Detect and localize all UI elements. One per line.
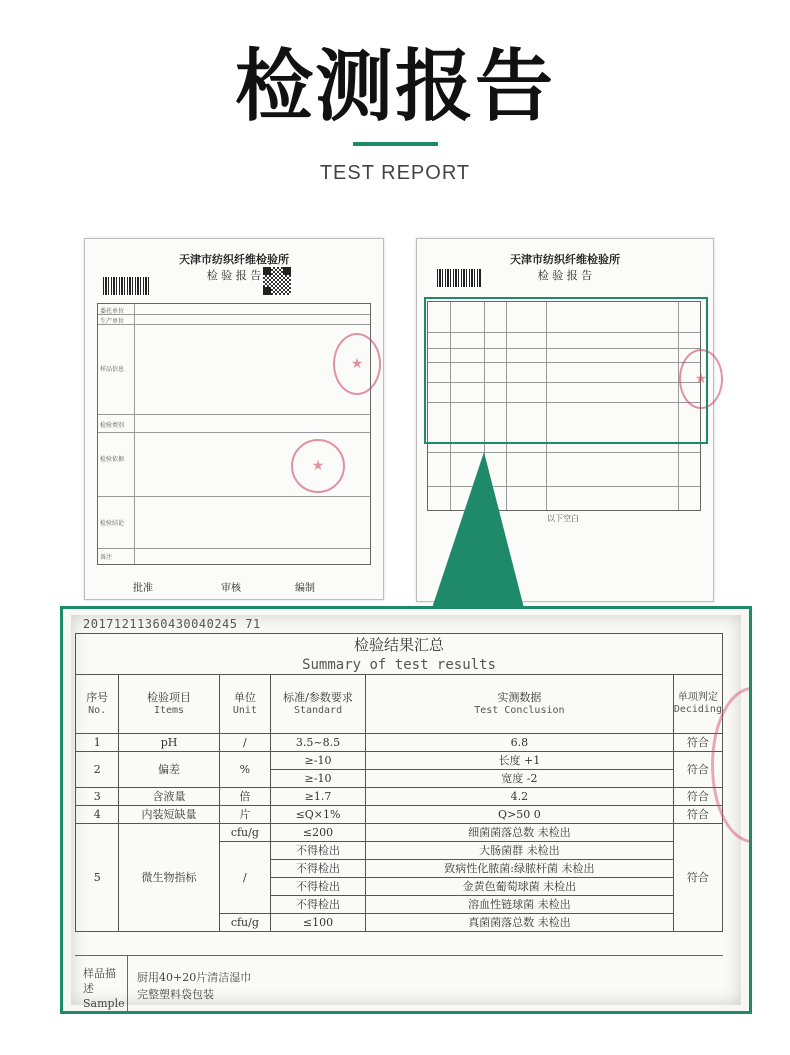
divider	[75, 955, 723, 956]
signature-auditor: 审核	[221, 583, 241, 594]
doc-title: 检 验 报 告	[537, 269, 593, 282]
table-row: 3 含液量 倍 ≥1.7 4.2 符合	[76, 788, 723, 806]
table-row: 1 pH / 3.5~8.5 6.8 符合	[76, 734, 723, 752]
table-row: 不得检出 溶血性链球菌 未检出	[76, 896, 723, 914]
zoomed-results-panel	[60, 606, 752, 1014]
signature-approver: 批准	[133, 583, 153, 594]
page-title: 检测报告	[234, 42, 555, 132]
sample-description-line: 完整塑料袋包装	[137, 988, 214, 1002]
institute-name: 天津市纺织纤维检验所	[510, 253, 620, 266]
header-conclusion: 实测数据 Test Conclusion	[365, 675, 673, 734]
table-row: ≥-10 宽度 -2	[76, 770, 723, 788]
header-items: 检验项目 Items	[119, 675, 219, 734]
header-deciding: 单项判定 Deciding	[673, 675, 722, 734]
page-subtitle: TEST REPORT	[319, 162, 471, 184]
blank-below-note: 以下空白	[547, 514, 579, 523]
table-row: 4 内装短缺量 片 ≤Q×1% Q>50 0 符合	[76, 806, 723, 824]
form-label-client: 委托单位	[100, 308, 125, 315]
form-label-remarks: 备注	[100, 554, 113, 561]
table-row: 不得检出 金黄色葡萄球菌 未检出	[76, 878, 723, 896]
form-label-sample: 样品信息	[100, 366, 125, 373]
table-row: 不得检出 致病性化脓菌:绿脓杆菌 未检出	[76, 860, 723, 878]
table-row: 2 偏差 % ≥-10 长度 +1 符合	[76, 752, 723, 770]
sample-description	[137, 969, 251, 1003]
table-row: cfu/g ≤100 真菌菌落总数 未检出	[76, 914, 723, 932]
results-table	[75, 633, 723, 932]
table-header-row	[76, 675, 723, 734]
divider	[127, 955, 128, 1014]
table-row: 5 微生物指标 cfu/g ≤200 细菌菌落总数 未检出 符合	[76, 824, 723, 842]
doc-title: 检 验 报 告	[206, 269, 262, 282]
form-label-conclusion: 检验结论	[100, 520, 125, 527]
form-label-type: 检验类别	[100, 422, 125, 429]
institute-name: 天津市纺织纤维检验所	[179, 253, 289, 266]
form-label-producer: 生产单位	[100, 318, 125, 325]
report-number: 20171211360430040245 71	[83, 617, 261, 631]
header-unit: 单位 Unit	[219, 675, 270, 734]
form-label-basis: 检验依据	[100, 456, 125, 463]
sample-description-line: 厨用40+20片清洁湿巾	[137, 971, 252, 984]
header-standard: 标准/参数要求 Standard	[271, 675, 366, 734]
table-caption-cn: 检验结果汇总	[76, 634, 723, 657]
table-row: / 不得检出 大肠菌群 未检出	[76, 842, 723, 860]
sample-label: 样品描述 Sample	[83, 967, 125, 1010]
signature-preparer: 编制	[295, 583, 315, 594]
table-caption-en: Summary of test results	[76, 656, 723, 675]
header-no: 序号 No.	[76, 675, 119, 734]
